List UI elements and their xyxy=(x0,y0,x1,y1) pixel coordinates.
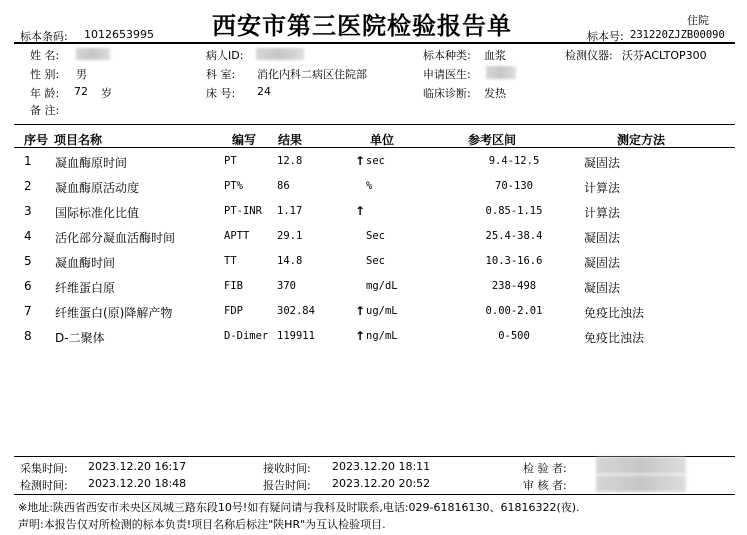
cell-range: 70-130 xyxy=(495,180,533,192)
doctor-redacted xyxy=(486,66,516,79)
cell-result: 12.8 xyxy=(277,155,303,167)
cell-range: 10.3-16.6 xyxy=(485,255,543,267)
cell-range: 0.00-2.01 xyxy=(485,305,543,317)
specimen-no-label: 标本号: xyxy=(587,30,624,43)
dept-value: 消化内科二病区住院部 xyxy=(257,68,367,81)
table-row xyxy=(0,150,747,175)
patient-id-label: 病人ID: xyxy=(206,49,244,62)
cell-no: 6 xyxy=(24,279,32,293)
diagnosis-value: 发热 xyxy=(484,87,506,100)
bed-label: 床 号: xyxy=(206,87,236,100)
collect-time-value: 2023.12.20 16:17 xyxy=(88,460,187,473)
cell-result: 119911 xyxy=(277,330,315,342)
test-time-label: 检测时间: xyxy=(20,479,68,492)
cell-method: 凝固法 xyxy=(584,156,621,170)
table-row xyxy=(0,300,747,325)
table-header-divider xyxy=(14,147,735,148)
report-time-value: 2023.12.20 20:52 xyxy=(332,477,431,490)
cell-method: 计算法 xyxy=(584,206,621,220)
reviewer-label: 审 核 者: xyxy=(523,479,567,492)
cell-result: 1.17 xyxy=(277,205,303,217)
table-row xyxy=(0,325,747,350)
high-flag-arrow: ↑ xyxy=(355,154,366,168)
cell-method: 凝固法 xyxy=(584,231,621,245)
cell-method: 计算法 xyxy=(584,181,621,195)
bed-value: 24 xyxy=(257,85,271,98)
cell-unit: mg/dL xyxy=(366,280,398,292)
high-flag-arrow: ↑ xyxy=(355,204,366,218)
table-row xyxy=(0,225,747,250)
col-unit-header: 单位 xyxy=(370,133,395,147)
cell-range: 25.4-38.4 xyxy=(485,230,543,242)
patient-id-redacted xyxy=(256,48,304,60)
cell-range: 0.85-1.15 xyxy=(485,205,543,217)
col-method-header: 测定方法 xyxy=(617,133,666,147)
cell-abbr: PT-INR xyxy=(224,205,262,217)
col-name-header: 项目名称 xyxy=(54,133,103,147)
age-value: 72 xyxy=(74,85,88,98)
specimen-no-value: 231220ZJZB00090 xyxy=(630,29,725,41)
cell-name: D-二聚体 xyxy=(55,331,105,345)
cell-abbr: TT xyxy=(224,255,237,267)
cell-result: 302.84 xyxy=(277,305,315,317)
col-range-header: 参考区间 xyxy=(468,133,517,147)
footer-bottom-divider xyxy=(14,494,735,495)
test-time-value: 2023.12.20 18:48 xyxy=(88,477,187,490)
cell-result: 370 xyxy=(277,280,296,292)
table-row xyxy=(0,200,747,225)
address-note: ※地址:陕西省西安市未央区凤城三路东段10号!如有疑问请与我科及时联系,电话:029-61816130、61816322(夜). xyxy=(18,501,580,514)
instrument-value: 沃芬ACLTOP300 xyxy=(622,49,707,62)
table-row xyxy=(0,275,747,300)
table-top-divider xyxy=(14,124,735,125)
col-result-header: 结果 xyxy=(278,133,303,147)
header-divider xyxy=(14,42,735,44)
cell-unit: % xyxy=(366,180,373,192)
cell-result: 29.1 xyxy=(277,230,303,242)
sex-value: 男 xyxy=(76,68,87,81)
cell-method: 免疫比浊法 xyxy=(584,331,645,345)
cell-name: 国际标准化比值 xyxy=(55,206,140,220)
col-abbr-header: 编写 xyxy=(232,133,257,147)
cell-abbr: FIB xyxy=(224,280,243,292)
cell-no: 8 xyxy=(24,329,32,343)
cell-no: 3 xyxy=(24,204,32,218)
cell-range: 0-500 xyxy=(498,330,530,342)
dept-label: 科 室: xyxy=(206,68,236,81)
report-time-label: 报告时间: xyxy=(263,479,311,492)
sex-label: 性 别: xyxy=(30,68,60,81)
high-flag-arrow: ↑ xyxy=(355,329,366,343)
cell-no: 2 xyxy=(24,179,32,193)
cell-abbr: FDP xyxy=(224,305,243,317)
cell-unit: ng/mL xyxy=(366,330,398,342)
reviewer-signature-redacted xyxy=(596,475,686,492)
barcode-value: 1012653995 xyxy=(84,28,154,41)
cell-method: 免疫比浊法 xyxy=(584,306,645,320)
receive-time-value: 2023.12.20 18:11 xyxy=(332,460,431,473)
cell-unit: sec xyxy=(366,155,385,167)
cell-unit: ug/mL xyxy=(366,305,398,317)
tester-signature-redacted xyxy=(596,457,686,474)
cell-method: 凝固法 xyxy=(584,256,621,270)
cell-unit: Sec xyxy=(366,230,385,242)
cell-abbr: PT% xyxy=(224,180,243,192)
collect-time-label: 采集时间: xyxy=(20,462,68,475)
report-title: 西安市第三医院检验报告单 xyxy=(212,11,512,40)
instrument-label: 检测仪器: xyxy=(565,49,613,62)
cell-abbr: APTT xyxy=(224,230,250,242)
cell-no: 7 xyxy=(24,304,32,318)
tester-label: 检 验 者: xyxy=(523,462,567,475)
cell-unit: Sec xyxy=(366,255,385,267)
name-redacted xyxy=(76,48,110,60)
receive-time-label: 接收时间: xyxy=(263,462,311,475)
cell-no: 4 xyxy=(24,229,32,243)
col-no-header: 序号 xyxy=(24,133,49,147)
cell-abbr: D-Dimer xyxy=(224,330,269,342)
cell-range: 9.4-12.5 xyxy=(488,155,540,167)
dept-type: 住院 xyxy=(687,14,709,27)
cell-name: 凝血酶时间 xyxy=(55,256,116,270)
sample-type-label: 标本种类: xyxy=(423,49,471,62)
table-row xyxy=(0,250,747,275)
name-label: 姓 名: xyxy=(30,49,60,62)
cell-name: 活化部分凝血活酶时间 xyxy=(55,231,176,245)
cell-result: 14.8 xyxy=(277,255,303,267)
cell-result: 86 xyxy=(277,180,290,192)
sample-type-value: 血浆 xyxy=(484,49,506,62)
doctor-label: 申请医生: xyxy=(423,68,471,81)
cell-abbr: PT xyxy=(224,155,237,167)
statement-note: 声明:本报告仅对所检测的标本负责!项目名称后标注"陕HR"为互认检验项目. xyxy=(18,518,386,531)
cell-name: 纤维蛋白(原)降解产物 xyxy=(55,306,173,320)
cell-no: 5 xyxy=(24,254,32,268)
cell-no: 1 xyxy=(24,154,32,168)
age-label: 年 龄: xyxy=(30,87,60,100)
barcode-label: 标本条码: xyxy=(20,30,68,43)
remark-label: 备 注: xyxy=(30,104,60,117)
cell-range: 238-498 xyxy=(491,280,537,292)
cell-name: 凝血酶原时间 xyxy=(55,156,128,170)
age-unit: 岁 xyxy=(101,87,112,100)
cell-name: 凝血酶原活动度 xyxy=(55,181,140,195)
high-flag-arrow: ↑ xyxy=(355,304,366,318)
diagnosis-label: 临床诊断: xyxy=(423,87,471,100)
cell-name: 纤维蛋白原 xyxy=(55,281,116,295)
cell-method: 凝固法 xyxy=(584,281,621,295)
table-row xyxy=(0,175,747,200)
